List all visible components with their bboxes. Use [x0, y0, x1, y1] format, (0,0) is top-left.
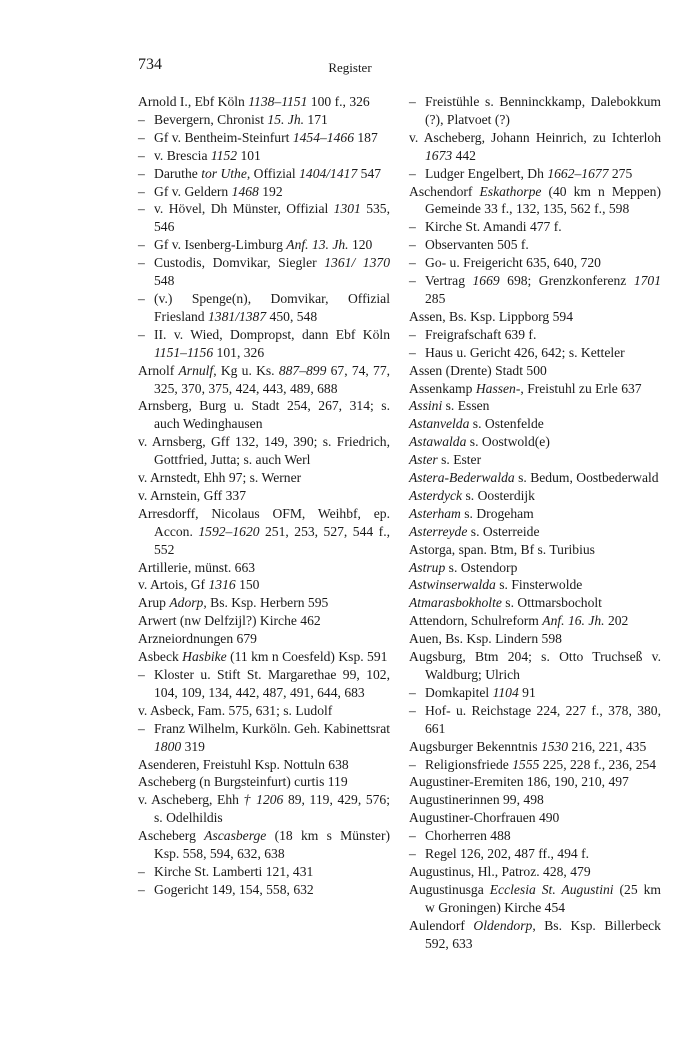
index-entry-text: Arup — [138, 595, 170, 611]
index-subentry — [409, 344, 661, 362]
index-entry-text: 1592–1620 — [198, 523, 260, 539]
index-entry — [409, 791, 661, 809]
index-entry-text: 698; Grenzkonferenz — [499, 273, 634, 289]
index-entry-text: Anf. 16. Jh. — [542, 613, 605, 629]
index-entry-text: Arresdorff, Nicolaus OFM, Weihbf, ep. Accon. — [138, 505, 390, 539]
index-entry-text: Asbeck — [138, 649, 183, 665]
index-entry-text: s. Ostendorp — [445, 559, 518, 575]
index-subentry — [138, 254, 390, 290]
index-entry-text: Kirche St. Lamberti 121, 431 — [154, 863, 314, 879]
index-entry — [409, 505, 661, 523]
index-entry-text: Augustinus, Hl., Patroz. 428, 479 — [409, 863, 591, 879]
index-entry-text: 1316 — [208, 577, 236, 593]
index-entry-text: s. Osterreide — [467, 523, 540, 539]
index-entry-text: Aster — [409, 452, 438, 468]
index-entry-text: 285 — [425, 290, 446, 306]
index-entry-text: v. Asbeck, Fam. 575, 631; s. Ludolf — [138, 702, 333, 718]
index-entry — [138, 648, 390, 666]
index-entry-text: Eskathorpe — [479, 183, 542, 199]
index-entry-text: Gf v. Geldern — [154, 183, 232, 199]
index-entry-text: 1662–1677 — [547, 165, 609, 181]
index-entry — [409, 415, 661, 433]
index-entry-text: 1530 — [540, 738, 569, 754]
index-entry-text: Assen (Drente) Stadt 500 — [409, 362, 547, 378]
index-entry-text: II. v. Wied, Dompropst, dann Ebf Köln — [154, 326, 390, 342]
index-entry-text: Astrup — [409, 559, 446, 575]
index-entry-text: Artillerie, münst. 663 — [138, 559, 256, 575]
index-entry-text: 442 — [452, 147, 476, 163]
index-subentry — [138, 236, 390, 254]
index-entry-text: Asterdyck — [409, 487, 463, 503]
index-entry-text: (18 km s Münster) Ksp. 558, 594, 632, 638 — [154, 828, 391, 862]
index-entry-text: 275 — [608, 165, 633, 181]
index-entry-text: 251, 253, 527, 544 f., 552 — [154, 523, 390, 557]
index-entry-text: s. Ester — [437, 452, 482, 468]
index-entry-text: , Bs. Ksp. Herbern 595 — [203, 595, 329, 611]
index-entry — [409, 612, 661, 630]
index-entry — [138, 827, 390, 863]
index-entry — [409, 308, 661, 326]
index-entry — [138, 433, 390, 469]
index-subentry — [409, 702, 661, 738]
index-entry-text: Ascheberg — [138, 828, 205, 844]
index-entry-text: 450, 548 — [266, 308, 318, 324]
index-subentry — [409, 827, 661, 845]
index-entry-text: Assen, Bs. Ksp. Lippborg 594 — [409, 308, 574, 324]
index-entry-text: 1138–1151 — [248, 94, 308, 109]
index-entry-text: 101, 326 — [213, 344, 265, 360]
index-entry-text: 1800 — [154, 738, 182, 754]
index-entry — [409, 183, 661, 219]
index-entry-text: 150 — [235, 577, 260, 593]
index-entry — [138, 397, 390, 433]
index-entry — [409, 469, 661, 487]
index-entry-text: 1152 — [210, 147, 238, 163]
index-entry-text: (v.) Spenge(n), Domvikar, Offizial Friesland — [154, 290, 390, 324]
index-entry — [409, 881, 661, 917]
index-column-right — [409, 93, 661, 953]
index-entry-text: , Offizial — [246, 165, 300, 181]
index-entry-text: Ascasberge — [204, 828, 267, 844]
index-entry-text: Adorp — [169, 595, 204, 611]
index-entry-text: v. Arnsberg, Gff 132, 149, 390; s. Friedrich, Gottfried, Jutta; s. auch Werl — [138, 434, 390, 468]
index-entry-text: Religionsfriede — [425, 756, 513, 772]
index-entry-text: 101 — [237, 147, 261, 163]
index-entry-text: 187 — [353, 129, 378, 145]
index-subentry — [409, 756, 661, 774]
page-number: 734 — [138, 56, 162, 73]
index-entry — [409, 576, 661, 594]
index-subentry — [409, 218, 661, 236]
index-subentry — [138, 326, 390, 362]
index-entry-text: Anf. 13. Jh. — [286, 237, 349, 253]
index-entry — [138, 505, 390, 559]
index-subentry — [409, 684, 661, 702]
index-entry — [138, 487, 390, 505]
index-entry-text: Asterreyde — [409, 523, 468, 539]
index-entry-text: Gf v. Bentheim-Steinfurt — [154, 129, 293, 145]
index-entry-text: 1468 — [231, 183, 259, 199]
index-entry-text: 202 — [604, 613, 629, 629]
index-entry-text: Aschendorf — [409, 183, 480, 199]
index-entry-text: (40 km n Meppen) Gemeinde 33 f., 132, 135, 562 f., 598 — [425, 183, 661, 217]
index-entry — [409, 487, 661, 505]
index-entry-text: 1454–1466 — [292, 129, 354, 145]
index-entry — [409, 433, 661, 451]
index-entry-text: Astorga, span. Btm, Bf s. Turibius — [409, 541, 595, 557]
index-entry-text: Custodis, Domvikar, Siegler — [154, 255, 325, 271]
index-entry-text: 1669 — [472, 273, 500, 289]
index-entry-text: (25 km w Groningen) Kirche 454 — [425, 881, 661, 915]
index-entry — [138, 702, 390, 720]
index-entry-text: Hof- u. Reichstage 224, 227 f., 378, 380, 661 — [425, 702, 661, 736]
index-entry — [138, 612, 390, 630]
index-entry — [138, 576, 390, 594]
index-entry-text: Augustiner-Eremiten 186, 190, 210, 497 — [409, 774, 629, 790]
index-entry-text: Arnold I., Ebf Köln — [138, 94, 249, 109]
index-entry-text: 548 — [154, 273, 175, 289]
index-entry — [409, 863, 661, 881]
index-entry-text: (11 km n Coesfeld) Ksp. 591 — [226, 649, 388, 665]
index-entry-text: Arzneiordnungen 679 — [138, 631, 257, 647]
index-entry — [138, 791, 390, 827]
index-entry — [138, 773, 390, 791]
index-entry-text: 535, 546 — [154, 201, 390, 235]
index-entry-text: Arnolf — [138, 362, 179, 378]
index-subentry — [409, 254, 661, 272]
index-entry-text: Atmarasbokholte — [409, 595, 502, 611]
index-entry-text: Astera-Bederwalda — [409, 470, 515, 486]
index-entry-text: , Bs. Ksp. Billerbeck 592, 633 — [425, 917, 661, 951]
index-entry-text: Arwert (nw Delfzijl?) Kirche 462 — [138, 613, 321, 629]
index-entry-text: Kloster u. Stift St. Margarethae 99, 102, 104, 109, 134, 442, 487, 491, 644, 683 — [154, 667, 390, 700]
index-entry-text: Haus u. Gericht 426, 642; s. Ketteler — [425, 344, 625, 360]
index-entry-text: 192 — [258, 183, 283, 199]
index-subentry — [409, 272, 661, 308]
index-entry-text: Astawalda — [409, 434, 467, 450]
index-entry-text: s. Drogeham — [460, 505, 534, 521]
index-column-left — [138, 93, 390, 899]
index-entry-text: Aulendorf — [409, 917, 474, 933]
index-entry-text: v. Brescia — [154, 147, 211, 163]
index-subentry — [409, 845, 661, 863]
index-entry — [409, 773, 661, 791]
index-entry — [138, 93, 390, 111]
index-entry-text: s. Essen — [442, 398, 490, 414]
index-entry — [409, 630, 661, 648]
index-entry-text: Go- u. Freigericht 635, 640, 720 — [425, 255, 601, 271]
index-subentry — [138, 863, 390, 881]
index-subentry — [138, 881, 390, 899]
index-entry-text: Gogericht 149, 154, 558, 632 — [154, 881, 314, 897]
index-entry — [138, 362, 390, 398]
index-entry-text: Arnsberg, Burg u. Stadt 254, 267, 314; s. auch Wedinghausen — [138, 398, 390, 432]
index-subentry — [138, 200, 390, 236]
index-entry-text: Attendorn, Schulreform — [409, 613, 543, 629]
index-entry-text: s. Oosterdijk — [462, 487, 535, 503]
index-subentry — [409, 326, 661, 344]
index-entry-text: v. Arnstedt, Ehh 97; s. Werner — [138, 470, 302, 486]
index-subentry — [409, 93, 661, 129]
index-entry-text: Vertrag — [425, 273, 473, 289]
index-entry-text: 887–899 — [278, 362, 327, 378]
index-entry-text: Domkapitel — [425, 684, 493, 700]
index-entry-text: 1404/1417 — [299, 165, 358, 181]
index-entry-text: Augustinusga — [409, 881, 490, 897]
index-entry-text: Augustinerinnen 99, 498 — [409, 792, 544, 808]
index-entry-text: Auen, Bs. Ksp. Lindern 598 — [409, 631, 562, 647]
index-entry-text: † 1206 — [243, 792, 284, 808]
page-header: Register — [328, 60, 372, 75]
index-entry-text: Augsburger Bekenntnis — [409, 738, 541, 754]
index-entry-text: Franz Wilhelm, Kurköln. Geh. Kabinettsrat — [154, 720, 390, 736]
index-entry — [409, 738, 661, 756]
index-entry-text: Astanvelda — [409, 416, 470, 432]
index-entry-text: 1381/1387 — [208, 308, 267, 324]
index-entry-text: Hasbike — [182, 649, 227, 665]
index-entry-text: 225, 228 f., 236, 254 — [539, 756, 657, 772]
index-entry-text: 1673 — [425, 147, 453, 163]
index-entry-text: Hassen- — [475, 380, 521, 396]
index-entry — [409, 559, 661, 577]
index-entry-text: Astwinserwalda — [409, 577, 496, 593]
index-entry-text: v. Ascheberg, Ehh — [138, 792, 244, 808]
index-entry-text: v. Ascheberg, Johann Heinrich, zu Ichterloh — [409, 129, 661, 145]
index-entry-text: 89, 119, 429, 576; s. Odelhildis — [154, 792, 391, 826]
index-entry-text: 1555 — [512, 756, 540, 772]
index-entry — [409, 541, 661, 559]
index-entry — [409, 917, 661, 953]
index-entry-text: 1701 — [633, 273, 661, 289]
index-entry-text: 1104 — [492, 684, 519, 700]
index-entry-text: Ecclesia St. Augustini — [489, 881, 614, 897]
index-subentry — [409, 165, 661, 183]
index-entry — [138, 594, 390, 612]
index-subentry — [138, 129, 390, 147]
index-entry-text: 319 — [181, 738, 205, 754]
index-entry-text: Gf v. Isenberg-Limburg — [154, 237, 287, 253]
index-entry — [409, 397, 661, 415]
index-entry-text: Asterham — [409, 505, 461, 521]
index-entry-text: 100 f., 326 — [307, 94, 370, 109]
index-entry — [409, 380, 661, 398]
index-entry-text: Regel 126, 202, 487 ff., 494 f. — [425, 846, 589, 862]
index-entry-text: 1361/ 1370 — [324, 255, 390, 271]
index-entry-text: s. Oostwold(e) — [466, 434, 550, 450]
index-entry-text: Freistühle s. Benninckkamp, Dalebokkum (?), Platvoet (?) — [425, 94, 661, 127]
index-entry-text: Kirche St. Amandi 477 f. — [425, 219, 562, 235]
index-subentry — [138, 165, 390, 183]
index-entry-text: Ludger Engelbert, Dh — [425, 165, 548, 181]
index-entry — [138, 630, 390, 648]
index-entry-text: Ascheberg (n Burgsteinfurt) curtis 119 — [138, 774, 348, 790]
index-entry-text: s. Finsterwolde — [495, 577, 583, 593]
index-subentry — [409, 236, 661, 254]
index-entry-text: , Kg u. Ks. — [213, 362, 279, 378]
index-entry-text: v. Artois, Gf — [138, 577, 209, 593]
index-entry-text: Daruthe — [154, 165, 202, 181]
index-entry-text: 171 — [304, 111, 328, 127]
index-entry-text: Arnulf — [178, 362, 214, 378]
index-entry — [409, 594, 661, 612]
index-entry-text: Augsburg, Btm 204; s. Otto Truchseß v. Waldburg; Ulrich — [409, 649, 661, 682]
index-subentry — [138, 666, 390, 702]
index-entry-text: s. Ottmarsbocholt — [501, 595, 602, 611]
index-entry-text: 120 — [348, 237, 373, 253]
index-entry-text: Observanten 505 f. — [425, 237, 529, 253]
index-entry-text: Freigrafschaft 639 f. — [425, 326, 537, 342]
index-entry — [409, 648, 661, 684]
index-entry-text: 15. Jh. — [267, 111, 305, 127]
index-entry-text: v. Hövel, Dh Münster, Offizial — [154, 201, 334, 217]
index-entry-text: , Freistuhl zu Erle 637 — [520, 380, 642, 396]
index-subentry — [138, 183, 390, 201]
index-entry — [409, 451, 661, 469]
index-entry-text: s. Bedum, Oostbederwald — [514, 470, 659, 486]
index-entry-text: Bevergern, Chronist — [154, 111, 268, 127]
index-entry-text: Oldendorp — [473, 917, 533, 933]
index-entry-text: 1301 — [333, 201, 361, 217]
index-entry — [409, 523, 661, 541]
index-entry — [409, 129, 661, 165]
index-entry-text: 547 — [357, 165, 382, 181]
index-entry-text: tor Uthe — [201, 165, 247, 181]
index-entry-text: 91 — [518, 684, 536, 700]
index-entry-text: s. Ostenfelde — [469, 416, 544, 432]
index-entry — [409, 809, 661, 827]
index-entry-text: 216, 221, 435 — [568, 738, 647, 754]
index-subentry — [138, 290, 390, 326]
index-entry-text: Chorherren 488 — [425, 828, 511, 844]
index-subentry — [138, 720, 390, 756]
index-entry — [138, 756, 390, 774]
index-entry — [138, 559, 390, 577]
index-subentry — [138, 147, 390, 165]
index-entry-text: 67, 74, 77, 325, 370, 375, 424, 443, 489, 688 — [154, 362, 391, 396]
index-entry-text: v. Arnstein, Gff 337 — [138, 487, 246, 503]
index-entry — [138, 469, 390, 487]
index-entry-text: Assini — [409, 398, 443, 414]
index-entry — [409, 362, 661, 380]
index-entry-text: Augustiner-Chorfrauen 490 — [409, 810, 560, 826]
index-entry-text: Asenderen, Freistuhl Ksp. Nottuln 638 — [138, 756, 349, 772]
index-subentry — [138, 111, 390, 129]
index-entry-text: Assenkamp — [409, 380, 476, 396]
index-entry-text: 1151–1156 — [154, 344, 214, 360]
